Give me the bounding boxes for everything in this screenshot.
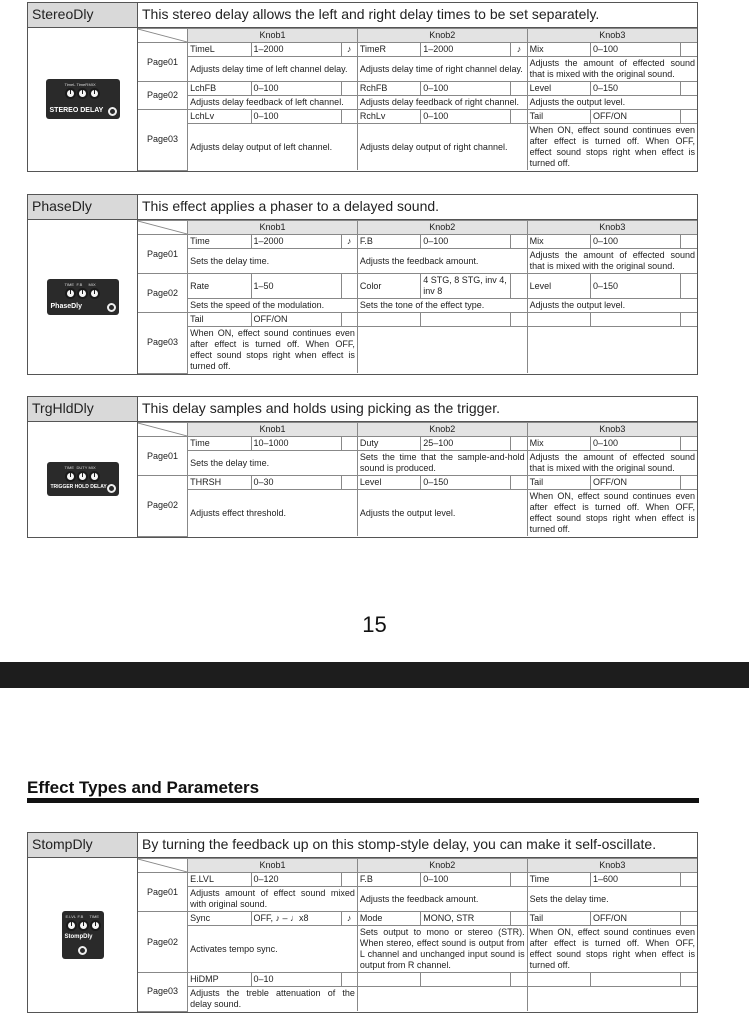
param-name: Sync (188, 912, 251, 926)
param-name: HiDMP (188, 973, 251, 987)
pedal-knob-icon (65, 88, 76, 99)
param-description: Adjusts delay feedback of left channel. (188, 96, 358, 110)
param-name (527, 973, 590, 987)
pedal-knob-label: MIX (88, 465, 96, 471)
parameter-table (138, 858, 697, 1012)
parameter-table (138, 28, 697, 171)
page-label: Page02 (138, 274, 188, 313)
param-range: 0–100 (421, 82, 511, 96)
param-note: ♪ (341, 912, 357, 926)
param-description: Adjusts the amount of effected sound that is mixed with the original sound. (527, 57, 697, 82)
param-range: 0–100 (591, 437, 681, 451)
param-name: Mix (527, 43, 590, 57)
param-note (681, 873, 697, 887)
param-range: 1–2000 (251, 43, 341, 57)
param-range: 0–150 (591, 82, 681, 96)
param-description: Adjusts delay output of left channel. (188, 124, 358, 171)
param-description: Adjusts delay output of right channel. (357, 124, 527, 171)
param-note (511, 476, 527, 490)
param-range: 0–100 (591, 235, 681, 249)
param-name: Tail (527, 912, 590, 926)
param-note (681, 43, 697, 57)
param-description: Adjusts amount of effect sound mixed with original sound. (188, 887, 358, 912)
pedal-knob-icon (77, 288, 88, 299)
param-description (527, 327, 697, 374)
param-note (681, 973, 697, 987)
param-name: Level (527, 274, 590, 299)
pedal-knob-label: MIX (88, 82, 96, 88)
pedal-knob-icon (90, 920, 101, 931)
pedal-knob-icon (66, 920, 77, 931)
param-note (511, 235, 527, 249)
param-note (681, 476, 697, 490)
param-name: Mix (527, 437, 590, 451)
section-title: Effect Types and Parameters (27, 778, 260, 797)
effect-body (28, 422, 697, 537)
param-range: 0–100 (251, 82, 341, 96)
param-range (421, 973, 511, 987)
desc-row (138, 299, 697, 313)
param-range: OFF, ♪ – ♩x8 (251, 912, 341, 926)
param-description: Sets the delay time. (188, 451, 358, 476)
pedal-knob-icon (65, 471, 76, 482)
param-range: 0–100 (591, 43, 681, 57)
pedal-knob-label: F.B (77, 913, 84, 919)
pedal-icon (62, 911, 104, 959)
page-label: Page01 (138, 43, 188, 82)
pedal-knob-label: DUTY (76, 465, 88, 471)
param-name: F.B (357, 873, 420, 887)
pedal-label: StompDly (64, 933, 93, 940)
param-note (681, 912, 697, 926)
param-description: Sets the delay time. (188, 249, 358, 274)
desc-row (138, 451, 697, 476)
footswitch-icon (78, 946, 87, 955)
page-label: Page02 (138, 476, 188, 537)
page-label: Page03 (138, 110, 188, 171)
param-name: Tail (527, 110, 590, 124)
param-description: Adjusts delay feedback of right channel. (357, 96, 527, 110)
param-description (357, 987, 527, 1012)
param-description: Sets the time that the sample-and-hold sound is produced. (357, 451, 527, 476)
param-range: 0–10 (251, 973, 341, 987)
param-row (138, 476, 697, 490)
param-note (511, 873, 527, 887)
param-name: Time (188, 235, 251, 249)
param-name (357, 313, 420, 327)
param-note (341, 82, 357, 96)
param-name: RchFB (357, 82, 420, 96)
param-name (357, 973, 420, 987)
param-note (681, 313, 697, 327)
param-name: RchLv (357, 110, 420, 124)
pedal-label: TRIGGER HOLD DELAY (50, 484, 107, 491)
desc-row (138, 327, 697, 374)
effect-block-stereodly (27, 2, 698, 172)
table-corner (138, 423, 188, 437)
pedal-knob-icon (77, 88, 88, 99)
param-note (681, 110, 697, 124)
param-range: MONO, STR (421, 912, 511, 926)
footswitch-icon (108, 107, 117, 116)
table-corner (138, 29, 188, 43)
param-note (511, 110, 527, 124)
param-name: Mix (527, 235, 590, 249)
knob-header: Knob3 (527, 423, 697, 437)
desc-row (138, 249, 697, 274)
param-name: Level (357, 476, 420, 490)
param-description: Adjusts the amount of effected sound that is mixed with the original sound. (527, 249, 697, 274)
knob-header: Knob1 (188, 423, 358, 437)
effect-description: By turning the feedback up on this stomp-style delay, you can make it self-oscillate. (142, 836, 657, 852)
param-note (681, 235, 697, 249)
param-range: 0–30 (251, 476, 341, 490)
param-name: Time (188, 437, 251, 451)
param-note (341, 313, 357, 327)
param-range (421, 313, 511, 327)
knob-header: Knob2 (357, 859, 527, 873)
param-description: When ON, effect sound continues even after effect is turned off. When OFF, effect sound stops right when effect is turned off. (188, 327, 358, 374)
desc-row (138, 96, 697, 110)
page-label: Page01 (138, 873, 188, 912)
pedal-knob-label: MIX (88, 281, 96, 287)
param-range: OFF/ON (591, 912, 681, 926)
param-row (138, 912, 697, 926)
effect-header (28, 833, 697, 858)
effect-header (28, 195, 697, 220)
param-name: TimeL (188, 43, 251, 57)
param-description: Sets the delay time. (527, 887, 697, 912)
knob-header-row (138, 859, 697, 873)
param-note (681, 274, 697, 299)
param-range (591, 973, 681, 987)
param-row (138, 110, 697, 124)
pedal-icon (47, 279, 119, 315)
param-range: 25–100 (421, 437, 511, 451)
param-description: Adjusts delay time of right channel delay. (357, 57, 527, 82)
pedal-image-cell (28, 858, 138, 1012)
table-corner (138, 221, 188, 235)
param-range: 0–100 (421, 110, 511, 124)
parameter-table (138, 422, 697, 537)
effect-body (28, 28, 697, 171)
knob-header: Knob1 (188, 859, 358, 873)
effect-header (28, 397, 697, 422)
param-note (511, 437, 527, 451)
param-description: Sets the tone of the effect type. (357, 299, 527, 313)
param-row (138, 235, 697, 249)
pedal-image-cell (28, 28, 138, 171)
param-range: 4 STG, 8 STG, inv 4, inv 8 (421, 274, 511, 299)
knob-header: Knob1 (188, 29, 358, 43)
param-name: TimeR (357, 43, 420, 57)
param-description: Sets the speed of the modulation. (188, 299, 358, 313)
param-description: When ON, effect sound continues even after effect is turned off. When OFF, effect sound stops right when effect is turned off. (527, 490, 697, 537)
param-name: Rate (188, 274, 251, 299)
param-range: 0–150 (591, 274, 681, 299)
desc-row (138, 490, 697, 537)
param-description: When ON, effect sound continues even after effect is turned off. When OFF, effect sound stops right when effect is turned off. (527, 124, 697, 171)
param-row (138, 873, 697, 887)
param-name: Tail (188, 313, 251, 327)
param-description: Adjusts the output level. (357, 490, 527, 537)
knob-header: Knob2 (357, 221, 527, 235)
param-description: When ON, effect sound continues even after effect is turned off. When OFF, effect sound stops right when effect is turned off. (527, 926, 697, 973)
knob-header-row (138, 29, 697, 43)
param-note (341, 110, 357, 124)
param-description: Adjusts effect threshold. (188, 490, 358, 537)
param-name: LchFB (188, 82, 251, 96)
footswitch-icon (107, 484, 116, 493)
pedal-label: PhaseDly (50, 302, 83, 310)
param-name: Time (527, 873, 590, 887)
param-note (511, 313, 527, 327)
knob-header: Knob3 (527, 859, 697, 873)
param-description (527, 987, 697, 1012)
param-description: Adjusts the output level. (527, 96, 697, 110)
param-name: THRSH (188, 476, 251, 490)
effect-name: PhaseDly (28, 195, 138, 219)
param-note: ♪ (341, 43, 357, 57)
desc-row (138, 926, 697, 973)
param-name: Level (527, 82, 590, 96)
param-note (511, 82, 527, 96)
pedal-icon (47, 462, 119, 496)
param-description: Adjusts the treble attenuation of the delay sound. (188, 987, 358, 1012)
param-range: 10–1000 (251, 437, 341, 451)
param-note (511, 912, 527, 926)
param-row (138, 82, 697, 96)
knob-header: Knob3 (527, 221, 697, 235)
param-description: Adjusts delay time of left channel delay. (188, 57, 358, 82)
param-note: ♪ (341, 235, 357, 249)
pedal-knob-label: TimeR (76, 82, 89, 88)
pedal-knob-label: E.LVL (65, 913, 77, 919)
pedal-knob-icon (78, 920, 89, 931)
effect-block-stompdly (27, 832, 698, 1013)
param-note (681, 82, 697, 96)
param-row (138, 274, 697, 299)
param-range: 0–150 (421, 476, 511, 490)
effect-block-phasedly (27, 194, 698, 375)
effect-description: This delay samples and holds using picking as the trigger. (142, 400, 500, 416)
param-description: Adjusts the amount of effected sound that is mixed with the original sound. (527, 451, 697, 476)
knob-header-row (138, 423, 697, 437)
pedal-knob-label: TimeL (64, 82, 76, 88)
pedal-knob-icon (65, 288, 76, 299)
effect-block-trghlddly (27, 396, 698, 538)
page-label: Page03 (138, 973, 188, 1012)
effect-header (28, 3, 697, 28)
param-range: 1–2000 (251, 235, 341, 249)
desc-row (138, 57, 697, 82)
param-name: Duty (357, 437, 420, 451)
page-divider (0, 662, 749, 688)
param-range: 1–2000 (421, 43, 511, 57)
param-range: 1–50 (251, 274, 341, 299)
param-row (138, 973, 697, 987)
knob-header-row (138, 221, 697, 235)
param-row (138, 43, 697, 57)
parameter-table (138, 220, 697, 374)
param-name: E.LVL (188, 873, 251, 887)
param-range: OFF/ON (591, 110, 681, 124)
param-description: Sets output to mono or stereo (STR). When stereo, effect sound is output from L channel and unchanged input sound is output from R channel. (357, 926, 527, 973)
param-name (527, 313, 590, 327)
param-description: Adjusts the output level. (527, 299, 697, 313)
effect-name: StompDly (28, 833, 138, 857)
footswitch-icon (107, 303, 116, 312)
param-note (341, 274, 357, 299)
param-note (511, 973, 527, 987)
param-note (341, 437, 357, 451)
param-name: LchLv (188, 110, 251, 124)
knob-header: Knob2 (357, 29, 527, 43)
pedal-knob-label: TIME (64, 465, 75, 471)
param-description (357, 327, 527, 374)
pedal-knob-icon (89, 288, 100, 299)
param-range: 0–100 (421, 873, 511, 887)
param-range: 0–100 (251, 110, 341, 124)
pedal-knob-label: TIME (64, 281, 75, 287)
desc-row (138, 887, 697, 912)
pedal-label: STEREO DELAY (49, 107, 104, 115)
desc-row (138, 987, 697, 1012)
knob-header: Knob1 (188, 221, 358, 235)
desc-row (138, 124, 697, 171)
param-range (591, 313, 681, 327)
pedal-knob-icon (89, 471, 100, 482)
param-description: Activates tempo sync. (188, 926, 358, 973)
knob-header: Knob2 (357, 423, 527, 437)
param-name: Mode (357, 912, 420, 926)
effect-name: TrgHldDly (28, 397, 138, 421)
page-label: Page02 (138, 82, 188, 110)
param-description: Adjusts the feedback amount. (357, 887, 527, 912)
param-range: 1–600 (591, 873, 681, 887)
param-note (681, 437, 697, 451)
effect-description: This stereo delay allows the left and right delay times to be set separately. (142, 6, 600, 22)
pedal-knob-label: TIME (89, 913, 100, 919)
pedal-image-cell (28, 220, 138, 374)
section-rule (27, 798, 699, 803)
page-label: Page03 (138, 313, 188, 374)
pedal-image-cell (28, 422, 138, 537)
pedal-knob-label: F.B (76, 281, 83, 287)
table-corner (138, 859, 188, 873)
knob-header: Knob3 (527, 29, 697, 43)
param-description: Adjusts the feedback amount. (357, 249, 527, 274)
effect-description: This effect applies a phaser to a delayed sound. (142, 198, 440, 214)
param-note (341, 973, 357, 987)
param-name: F.B (357, 235, 420, 249)
param-row (138, 437, 697, 451)
param-note (341, 873, 357, 887)
param-note: ♪ (511, 43, 527, 57)
param-name: Tail (527, 476, 590, 490)
page-label: Page02 (138, 912, 188, 973)
param-note (341, 476, 357, 490)
pedal-icon (46, 79, 120, 119)
param-note (511, 274, 527, 299)
pedal-knob-icon (89, 88, 100, 99)
page-number: 15 (362, 612, 387, 637)
pedal-knob-icon (77, 471, 88, 482)
param-range: 0–100 (421, 235, 511, 249)
param-range: 0–120 (251, 873, 341, 887)
param-name: Color (357, 274, 420, 299)
param-range: OFF/ON (591, 476, 681, 490)
effect-body (28, 220, 697, 374)
effect-body (28, 858, 697, 1012)
page-label: Page01 (138, 235, 188, 274)
param-row (138, 313, 697, 327)
param-range: OFF/ON (251, 313, 341, 327)
effect-name: StereoDly (28, 3, 138, 27)
page-label: Page01 (138, 437, 188, 476)
